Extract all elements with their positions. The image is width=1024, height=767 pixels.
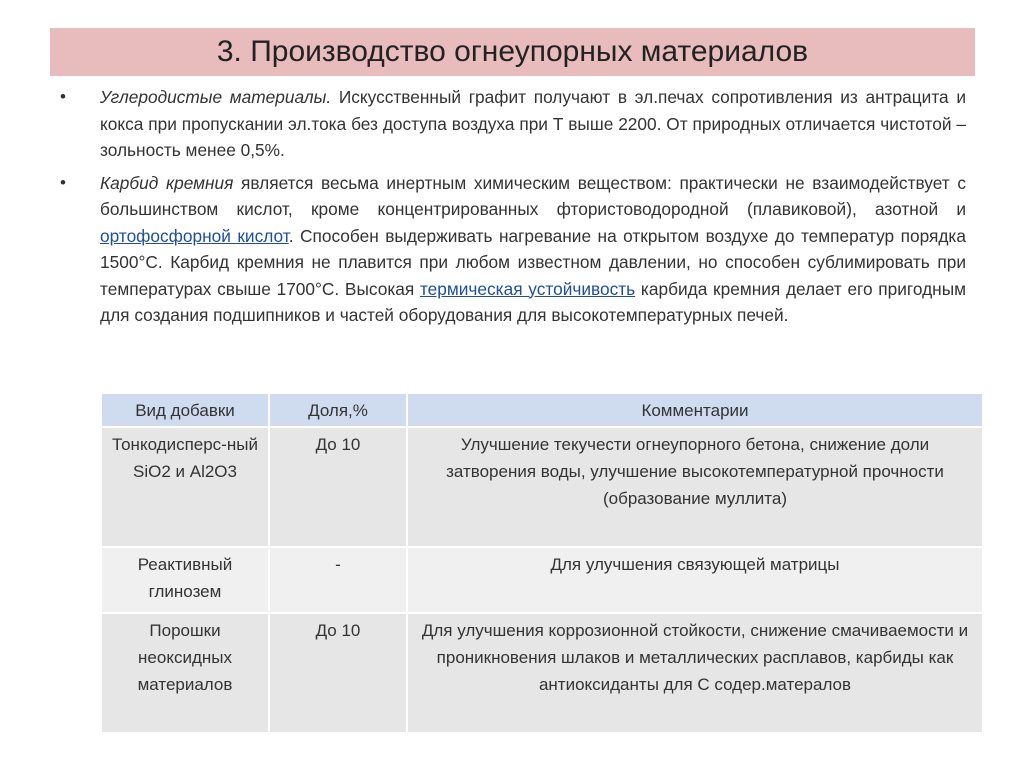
table-row [101, 547, 983, 613]
additives-table [100, 392, 984, 734]
cell-additive-type: Тонкодисперс-ный SiO2 и Al2O3 [101, 427, 269, 547]
bullet-marker: • [60, 87, 66, 106]
bullet-marker: • [60, 172, 66, 192]
table-row [101, 427, 983, 547]
cell-additive-type: Порошки неоксидных материалов [101, 613, 269, 733]
header-share: Доля,% [269, 393, 407, 427]
table-header-row [101, 393, 983, 427]
bullet-silicon-carbide [60, 170, 966, 329]
bullet-lead-silicon-carbide: Карбид кремния [100, 172, 234, 193]
header-comments: Комментарии [407, 393, 983, 427]
bullet-text-carbon: Искусственный графит получают в эл.печах сопротивления из антрацита и кокса при пропускании эл.тока без доступа воздуха при Т выше 2200. От природных отличается чистотой – зольность менее 0,5%. [100, 87, 966, 160]
page-title: 3. Производство огнеупорных материалов [216, 35, 809, 68]
bullet-text-part-a: является весьма инертным химическим веществом: практически не взаимодействует с большинством кислот, кроме концентрированных фтористоводородной (плавиковой), азотной и [100, 172, 966, 219]
table-row [101, 613, 983, 733]
cell-share: - [269, 547, 407, 613]
cell-comment: Для улучшения коррозионной стойкости, снижение смачиваемости и проникновения шлаков и металлических расплавов, карбиды как антиоксиданты для С содер.матералов [407, 613, 983, 733]
cell-additive-type: Реактивный глинозем [101, 547, 269, 613]
title-bar [50, 28, 975, 76]
bullet-text-part-c: карбида кремния делает его пригодным для создания подшипников и частей оборудования для высокотемпературных печей. [100, 278, 967, 325]
cell-comment: Улучшение текучести огнеупорного бетона, снижение доли затворения воды, улучшение высокотемпературной прочности (образование муллита) [407, 427, 983, 547]
cell-share: До 10 [269, 427, 407, 547]
bullet-text-part-b: . Способен выдерживать нагревание на открытом воздухе до температур порядка 1500°C. Карбид кремния не плавится при любом известном давлении, но способен сублимировать при температурах свыше 1700°C. Высокая [100, 225, 966, 299]
link-thermal-stability[interactable]: термическая устойчивость [419, 278, 636, 299]
bullet-carbon-materials [60, 84, 966, 164]
bullet-list [60, 84, 966, 335]
cell-share: До 10 [269, 613, 407, 733]
link-orthophosphoric-acid[interactable]: ортофосфорной кислот [100, 225, 289, 246]
cell-comment: Для улучшения связующей матрицы [407, 547, 983, 613]
header-additive-type: Вид добавки [101, 393, 269, 427]
bullet-lead-carbon: Углеродистые материалы. [100, 87, 332, 107]
